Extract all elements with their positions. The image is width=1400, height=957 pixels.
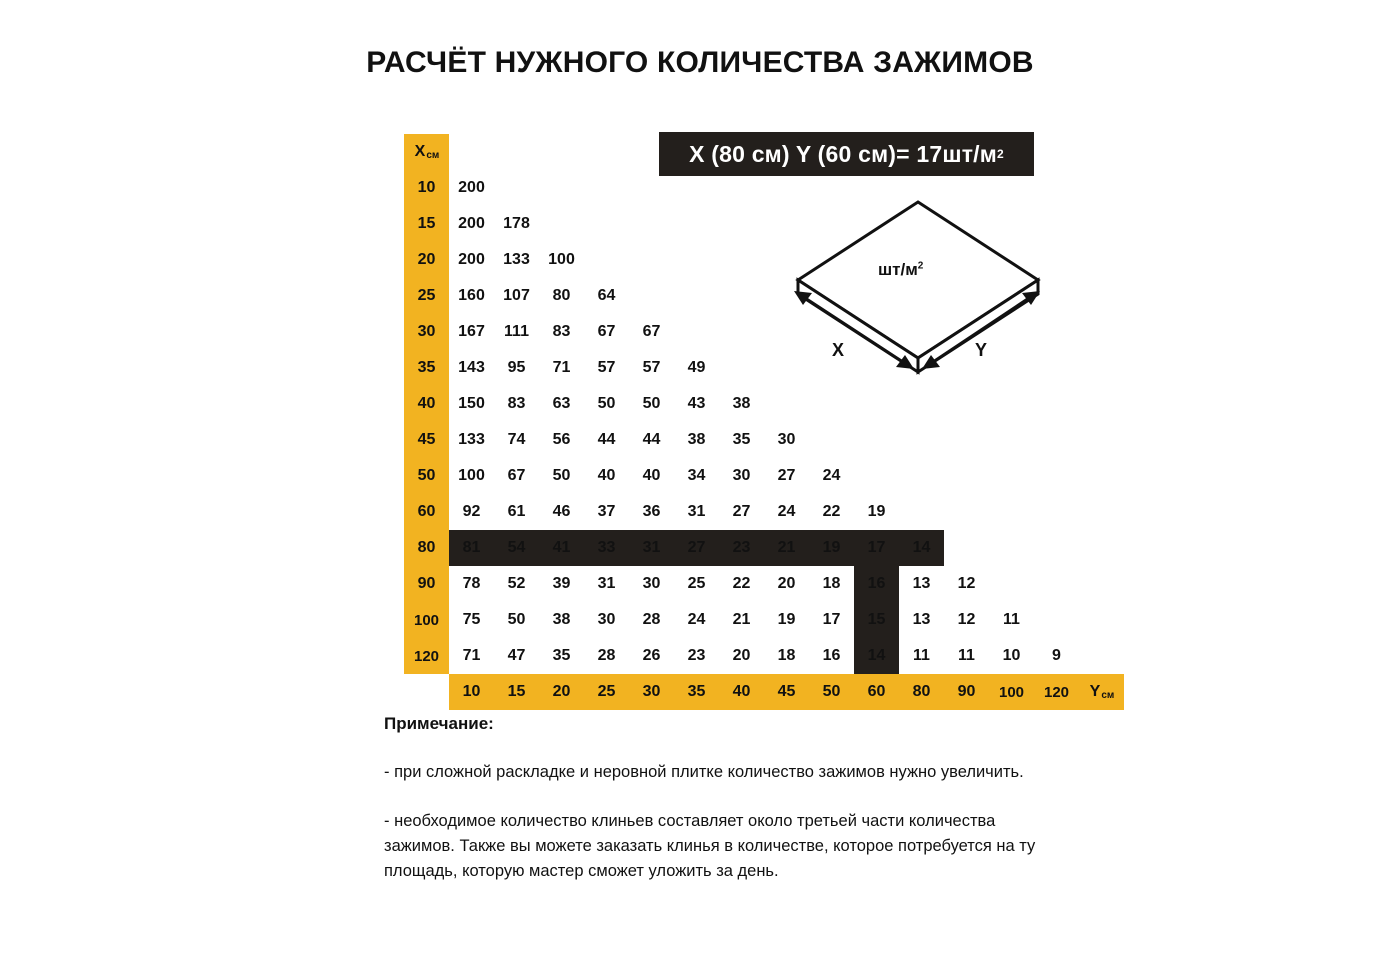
table-row [404,386,1124,422]
spacer-cell [809,206,854,242]
table-cell: 50 [539,458,584,494]
col-header-60: 60 [854,674,899,710]
table-cell: 14 [854,638,899,674]
table-cell: 57 [584,350,629,386]
spacer-cell [809,386,854,422]
col-header-45: 45 [764,674,809,710]
table-cell: 37 [584,494,629,530]
col-header-10: 10 [449,674,494,710]
spacer-cell [629,134,674,170]
table-cell: 34 [674,458,719,494]
table-row [404,350,1124,386]
spacer-cell [719,278,764,314]
row-header-25: 25 [404,278,449,314]
spacer-cell [764,386,809,422]
spacer-cell [584,206,629,242]
table-cell: 46 [539,494,584,530]
table-cell: 44 [584,422,629,458]
table-cell: 63 [539,386,584,422]
notes-heading: Примечание: [384,714,494,733]
spacer-cell [629,242,674,278]
table-cell: 33 [584,530,629,566]
table-cell: 50 [629,386,674,422]
table-cell: 167 [449,314,494,350]
spacer-cell [899,350,944,386]
table-cell: 54 [494,530,539,566]
col-header-90: 90 [944,674,989,710]
spacer-cell [944,530,989,566]
table-cell: 150 [449,386,494,422]
table-cell: 178 [494,206,539,242]
spacer-cell [944,494,989,530]
table-cell: 19 [764,602,809,638]
col-header-100: 100 [989,674,1034,710]
table-cell: 50 [584,386,629,422]
table-cell: 27 [674,530,719,566]
table-cell: 23 [674,638,719,674]
spacer-cell [854,386,899,422]
spacer-cell [809,242,854,278]
table-row [404,170,1124,206]
spacer-cell [989,350,1034,386]
spacer-cell [899,242,944,278]
spacer-cell [899,422,944,458]
spacer-cell [989,386,1034,422]
table-cell: 19 [809,530,854,566]
spacer-cell [989,278,1034,314]
table-cell: 11 [944,638,989,674]
row-header-80: 80 [404,530,449,566]
spacer-cell [1034,422,1079,458]
table-cell: 83 [539,314,584,350]
spacer-cell [539,206,584,242]
table-cell: 200 [449,206,494,242]
table-cell: 47 [494,638,539,674]
col-header-120: 120 [1034,674,1079,710]
spacer-cell [989,566,1034,602]
table-cell: 30 [719,458,764,494]
row-header-20: 20 [404,242,449,278]
row-header-90: 90 [404,566,449,602]
spacer-cell [1034,458,1079,494]
table-cell: 100 [539,242,584,278]
table-cell: 30 [764,422,809,458]
table-row [404,314,1124,350]
spacer-cell [449,134,494,170]
col-header-35: 35 [674,674,719,710]
spacer-cell [899,170,944,206]
table-cell: 13 [899,602,944,638]
formula-text: X (80 см) Y (60 см)= 17шт/м [689,140,997,167]
spacer-cell [989,242,1034,278]
spacer-cell [989,494,1034,530]
table-cell: 133 [494,242,539,278]
tile-y-label: Y [975,340,988,360]
spacer-cell [944,206,989,242]
col-header-25: 25 [584,674,629,710]
notes-block [384,714,1064,908]
table-cell: 28 [584,638,629,674]
table-cell: 30 [629,566,674,602]
table-cell: 95 [494,350,539,386]
spacer-cell [1034,566,1079,602]
table-cell: 9 [1034,638,1079,674]
table-cell: 26 [629,638,674,674]
spacer-cell [764,350,809,386]
table-cell: 100 [449,458,494,494]
table-cell: 21 [764,530,809,566]
spacer-cell [1034,386,1079,422]
table-cell: 18 [764,638,809,674]
table-row [404,242,1124,278]
spacer-cell [989,314,1034,350]
spacer-cell [1034,350,1079,386]
spacer-cell [989,458,1034,494]
spacer-cell [854,422,899,458]
spacer-cell [764,170,809,206]
row-header-100: 100 [404,602,449,638]
spacer-cell [944,350,989,386]
note-item-1: - при сложной раскладке и неровной плитке количество зажимов нужно увеличить. [384,763,1024,781]
spacer-cell [674,242,719,278]
table-cell: 74 [494,422,539,458]
table-cell: 22 [719,566,764,602]
spacer-cell [629,170,674,206]
table-cell: 67 [629,314,674,350]
table-cell: 200 [449,170,494,206]
table-cell: 44 [629,422,674,458]
table-cell: 83 [494,386,539,422]
table-cell: 57 [629,350,674,386]
spacer-cell [944,278,989,314]
row-header-40: 40 [404,386,449,422]
spacer-cell [1034,314,1079,350]
table-row [404,458,1124,494]
spacer-cell [809,278,854,314]
clip-count-table [403,133,1125,711]
spacer-cell [854,350,899,386]
row-header-15: 15 [404,206,449,242]
table-cell: 39 [539,566,584,602]
table-cell: 64 [584,278,629,314]
spacer-cell [1034,494,1079,530]
table-cell: 11 [899,638,944,674]
spacer-cell [719,134,764,170]
table-cell: 17 [809,602,854,638]
table-cell: 38 [719,386,764,422]
spacer-cell [944,458,989,494]
col-header-20: 20 [539,674,584,710]
table-cell: 67 [584,314,629,350]
spacer-cell [944,314,989,350]
table-row [404,602,1124,638]
table-cell: 36 [629,494,674,530]
spacer-cell [854,242,899,278]
spacer-cell [494,134,539,170]
table-cell: 20 [719,638,764,674]
table-cell: 16 [809,638,854,674]
table-cell: 22 [809,494,854,530]
table-cell: 78 [449,566,494,602]
table-cell: 14 [899,530,944,566]
table-row [404,530,1124,566]
table-cell: 17 [854,530,899,566]
table-cell: 50 [494,602,539,638]
table-cell: 15 [854,602,899,638]
table-cell: 67 [494,458,539,494]
page-title: РАСЧЁТ НУЖНОГО КОЛИЧЕСТВА ЗАЖИМОВ [366,46,1034,79]
table-cell: 43 [674,386,719,422]
table-row [404,566,1124,602]
spacer-cell [719,242,764,278]
spacer-cell [809,350,854,386]
col-header-80: 80 [899,674,944,710]
table-cell: 31 [629,530,674,566]
spacer-cell [809,422,854,458]
table-cell: 81 [449,530,494,566]
tile-x-label: X [832,340,845,360]
table-cell: 133 [449,422,494,458]
spacer-cell [719,314,764,350]
table-y-header-row [404,674,1124,710]
note-item-2: - необходимое количество клиньев составляет около третьей части количества зажимов. Также вы можете заказать клинья в количестве, которое потребуется на ту площадь, которую мастер сможет уложить за день. [384,812,1036,880]
spacer-cell [854,170,899,206]
table-cell: 21 [719,602,764,638]
table-cell: 80 [539,278,584,314]
y-axis-corner-header: Yсм [1079,674,1124,710]
table-cell: 56 [539,422,584,458]
spacer-cell [1034,278,1079,314]
table-cell: 107 [494,278,539,314]
table-cell: 12 [944,602,989,638]
spacer-cell [899,458,944,494]
spacer-cell [899,134,944,170]
col-header-40: 40 [719,674,764,710]
spacer-cell [854,134,899,170]
spacer-cell [944,386,989,422]
spacer-cell [989,206,1034,242]
row-header-120: 120 [404,638,449,674]
table-cell: 24 [764,494,809,530]
spacer-cell [629,278,674,314]
table-row [404,278,1124,314]
table-cell: 41 [539,530,584,566]
table-cell: 31 [584,566,629,602]
table-body [404,134,1124,710]
spacer-cell [719,206,764,242]
table-cell: 49 [674,350,719,386]
table-cell: 16 [854,566,899,602]
col-header-50: 50 [809,674,854,710]
table-cell: 52 [494,566,539,602]
table-cell: 143 [449,350,494,386]
spacer-cell [584,170,629,206]
spacer-cell [809,314,854,350]
table-cell: 19 [854,494,899,530]
spacer-cell [674,314,719,350]
spacer-cell [899,278,944,314]
table-cell: 38 [674,422,719,458]
spacer-cell [899,314,944,350]
spacer-cell [989,170,1034,206]
spacer-cell [764,314,809,350]
spacer-cell [764,278,809,314]
table-cell: 24 [809,458,854,494]
table-cell: 40 [629,458,674,494]
formula-superscript: 2 [996,147,1004,161]
table-cell: 30 [584,602,629,638]
spacer-cell [899,494,944,530]
table-row [404,638,1124,674]
row-header-60: 60 [404,494,449,530]
table-cell: 18 [809,566,854,602]
table [403,133,1125,711]
spacer-cell [1034,530,1079,566]
col-header-30: 30 [629,674,674,710]
spacer-cell [539,170,584,206]
spacer-cell [404,674,449,710]
spacer-cell [854,206,899,242]
spacer-cell [899,386,944,422]
col-header-15: 15 [494,674,539,710]
row-header-50: 50 [404,458,449,494]
spacer-cell [719,170,764,206]
table-row [404,494,1124,530]
table-cell: 38 [539,602,584,638]
tile-center-label: $шт/м^2$ [878,260,924,279]
spacer-cell [944,134,989,170]
table-cell: 160 [449,278,494,314]
table-cell: 12 [944,566,989,602]
row-header-45: 45 [404,422,449,458]
spacer-cell [1034,602,1079,638]
table-row [404,206,1124,242]
table-cell: 35 [539,638,584,674]
spacer-cell [854,314,899,350]
spacer-cell [539,134,584,170]
spacer-cell [899,206,944,242]
spacer-cell [764,206,809,242]
spacer-cell [629,206,674,242]
spacer-cell [674,206,719,242]
spacer-cell [854,278,899,314]
x-axis-corner-header: Xсм [404,134,449,170]
table-cell: 28 [629,602,674,638]
spacer-cell [944,422,989,458]
table-cell: 27 [764,458,809,494]
table-cell: 31 [674,494,719,530]
row-header-10: 10 [404,170,449,206]
spacer-cell [989,422,1034,458]
spacer-cell [674,278,719,314]
table-cell: 35 [719,422,764,458]
spacer-cell [764,134,809,170]
spacer-cell [854,458,899,494]
spacer-cell [1034,242,1079,278]
spacer-cell [764,242,809,278]
spacer-cell [1034,206,1079,242]
table-cell: 23 [719,530,764,566]
table-cell: 11 [989,602,1034,638]
table-row [404,422,1124,458]
table-cell: 92 [449,494,494,530]
table-cell: 71 [449,638,494,674]
table-cell: 71 [539,350,584,386]
spacer-cell [944,242,989,278]
table-cell: 111 [494,314,539,350]
table-cell: 10 [989,638,1034,674]
spacer-cell [674,134,719,170]
spacer-cell [494,170,539,206]
table-cell: 25 [674,566,719,602]
spacer-cell [584,242,629,278]
table-x-header-row [404,134,1124,170]
spacer-cell [1034,134,1079,170]
table-cell: 40 [584,458,629,494]
spacer-cell [809,134,854,170]
spacer-cell [944,170,989,206]
table-cell: 20 [764,566,809,602]
spacer-cell [719,350,764,386]
spacer-cell [989,530,1034,566]
table-cell: 75 [449,602,494,638]
spacer-cell [584,134,629,170]
spacer-cell [674,170,719,206]
table-cell: 27 [719,494,764,530]
table-cell: 61 [494,494,539,530]
row-header-30: 30 [404,314,449,350]
spacer-cell [989,134,1034,170]
row-header-35: 35 [404,350,449,386]
table-cell: 24 [674,602,719,638]
spacer-cell [809,170,854,206]
table-cell: 200 [449,242,494,278]
table-cell: 13 [899,566,944,602]
spacer-cell [1034,170,1079,206]
